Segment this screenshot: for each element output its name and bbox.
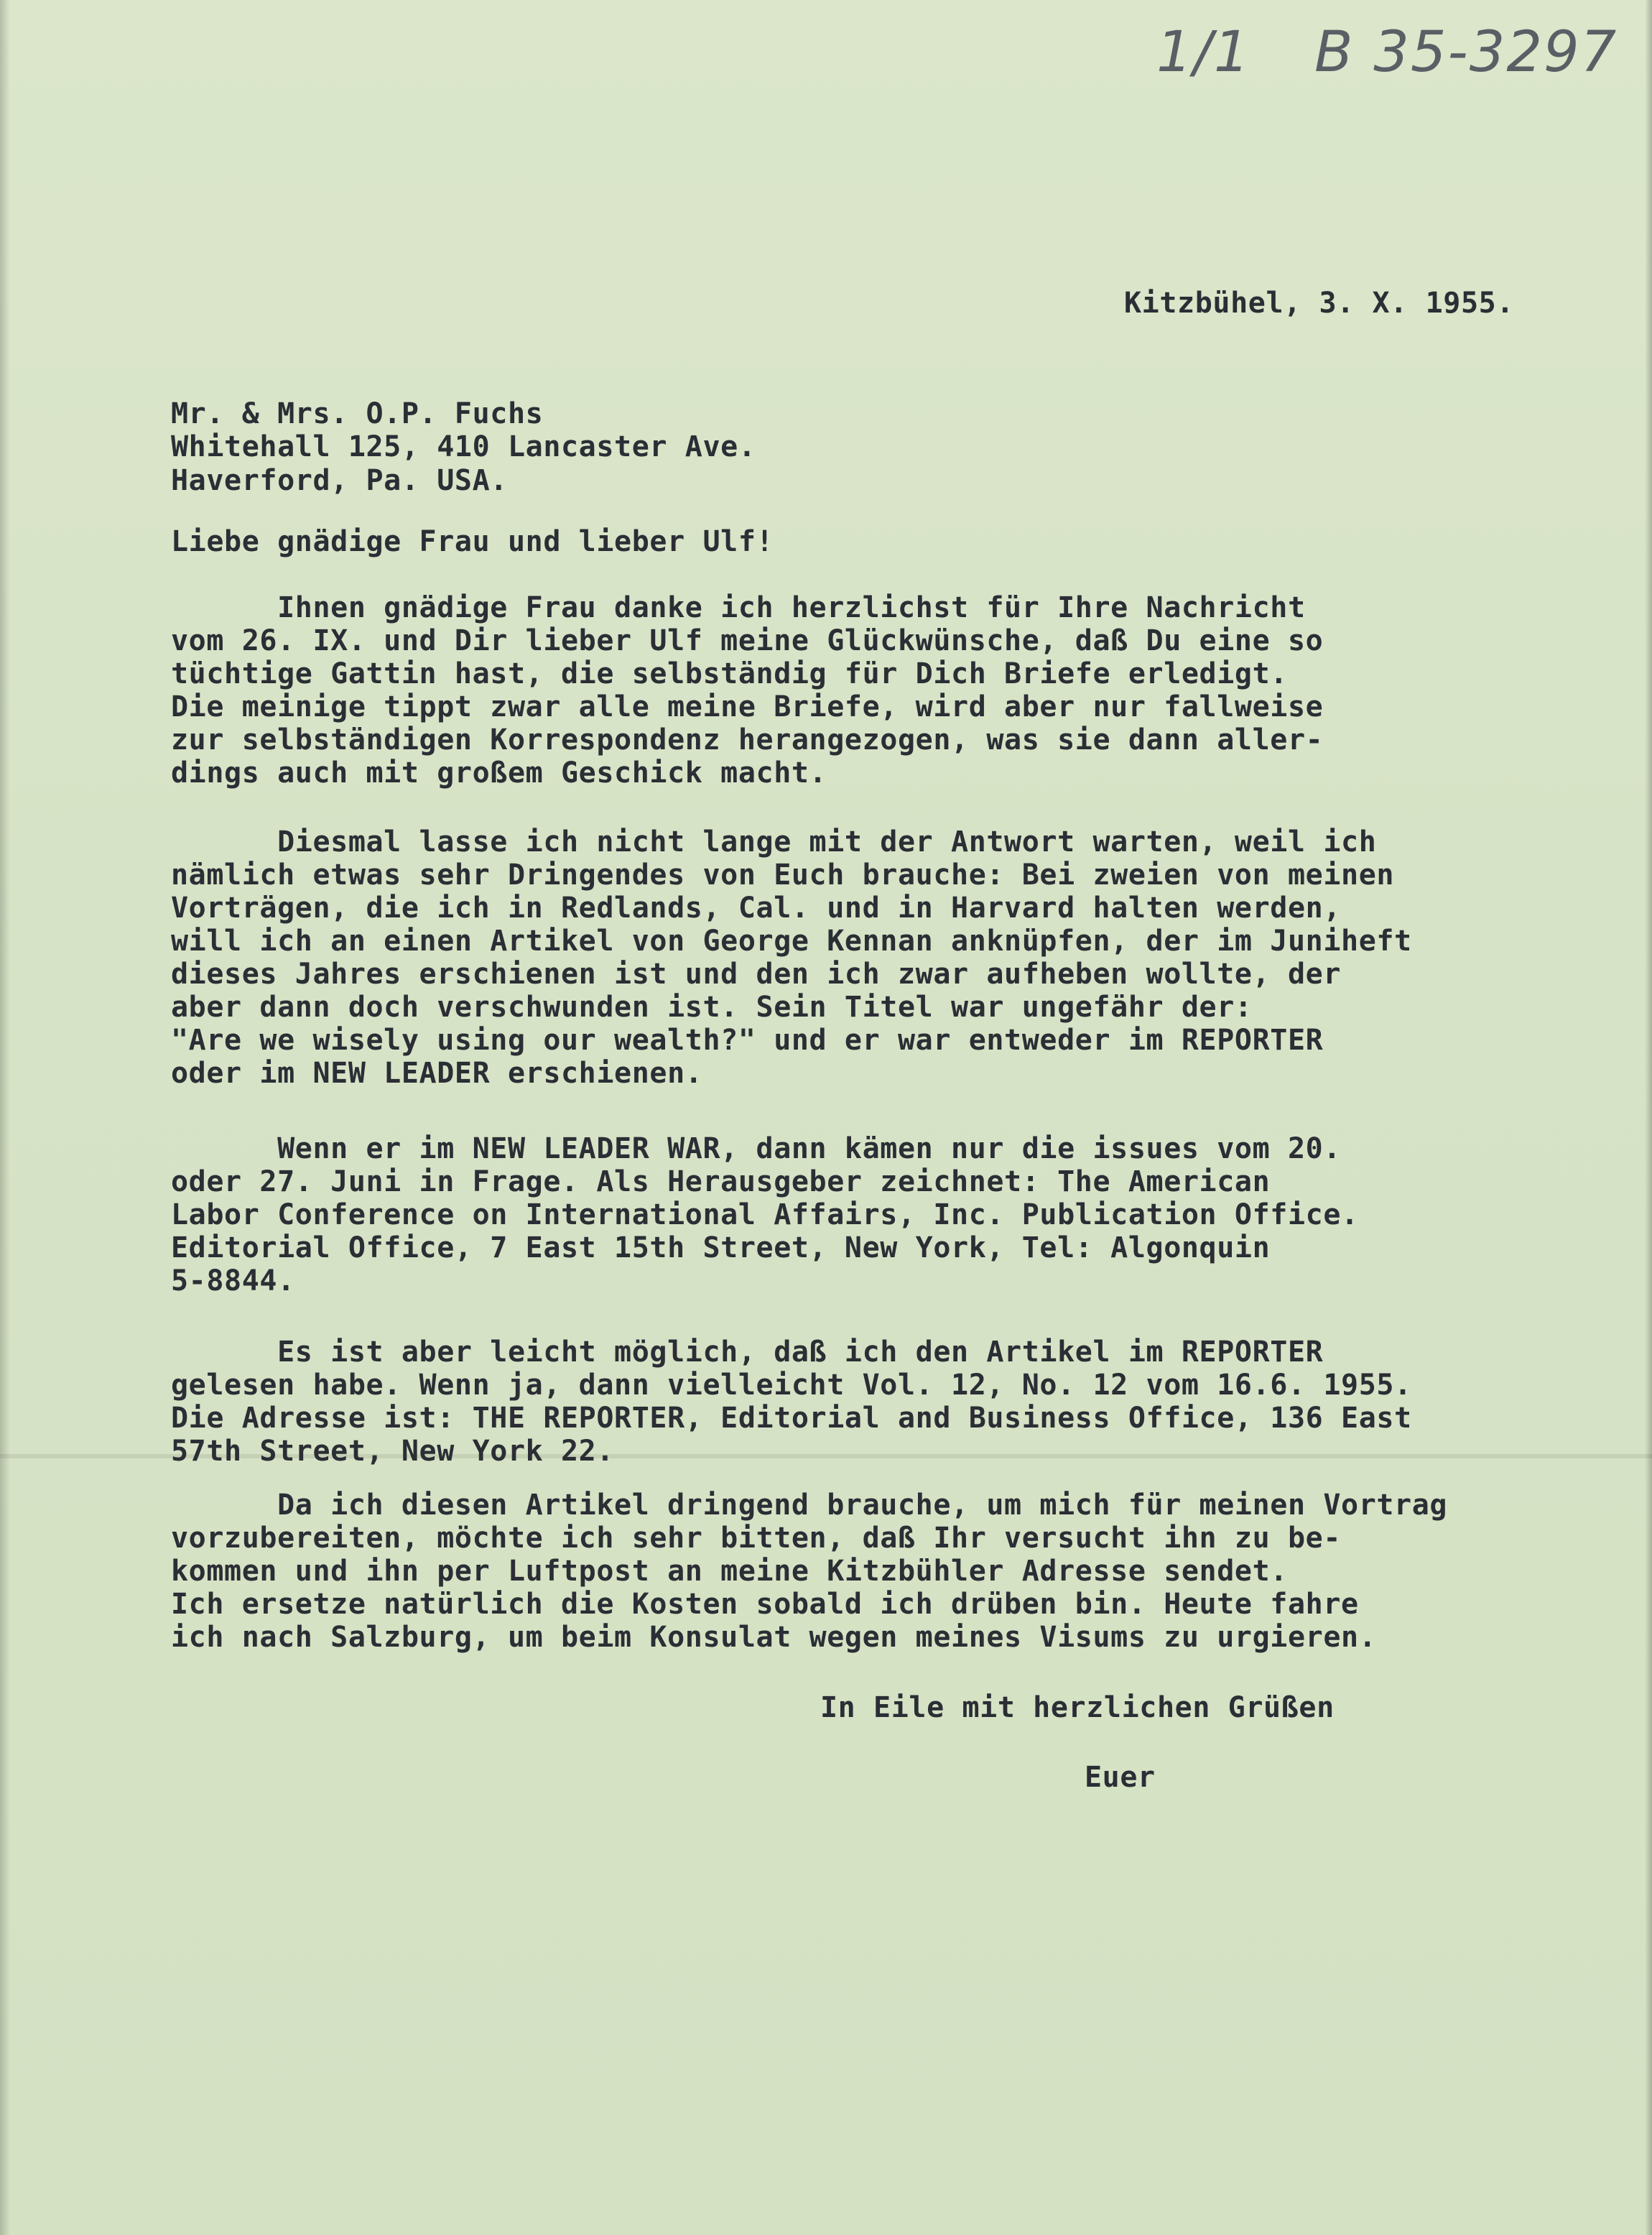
body-line: dings auch mit großem Geschick macht. xyxy=(171,756,827,790)
body-line: oder im NEW LEADER erschienen. xyxy=(171,1057,703,1090)
body-line: kommen und ihn per Luftpost an meine Kitzbühler Adresse sendet. xyxy=(171,1555,1288,1588)
address-line: Mr. & Mrs. O.P. Fuchs xyxy=(171,397,544,430)
archive-page-mark: 1/1 xyxy=(1156,20,1251,85)
signoff: Euer xyxy=(1085,1761,1156,1794)
address-line: Haverford, Pa. USA. xyxy=(171,464,508,497)
body-line: oder 27. Juni in Frage. Als Herausgeber zeichnet: The American xyxy=(171,1165,1271,1198)
body-line: Es ist aber leicht möglich, daß ich den Artikel im REPORTER xyxy=(171,1336,1324,1369)
letter-date: Kitzbühel, 3. X. 1955. xyxy=(1124,287,1515,320)
body-line: zur selbständigen Korrespondenz herangezogen, was sie dann aller- xyxy=(171,723,1324,756)
body-line: Wenn er im NEW LEADER WAR, dann kämen nur die issues vom 20. xyxy=(171,1132,1342,1165)
body-line: "Are we wisely using our wealth?" und er war entweder im REPORTER xyxy=(171,1024,1324,1057)
address-line: Whitehall 125, 410 Lancaster Ave. xyxy=(171,430,756,463)
body-line: Ich ersetze natürlich die Kosten sobald ich drüben bin. Heute fahre xyxy=(171,1588,1359,1621)
body-line: nämlich etwas sehr Dringendes von Euch brauche: Bei zweien von meinen xyxy=(171,859,1395,892)
page-edge-shadow xyxy=(1645,0,1652,2235)
closing-line: In Eile mit herzlichen Grüßen xyxy=(820,1691,1335,1724)
body-line: Diesmal lasse ich nicht lange mit der Antwort warten, weil ich xyxy=(171,825,1377,859)
body-line: Ihnen gnädige Frau danke ich herzlichst für Ihre Nachricht xyxy=(171,591,1306,624)
body-line: Die Adresse ist: THE REPORTER, Editorial and Business Office, 136 East xyxy=(171,1402,1412,1435)
body-line: Die meinige tippt zwar alle meine Briefe, wird aber nur fallweise xyxy=(171,690,1324,723)
salutation: Liebe gnädige Frau und lieber Ulf! xyxy=(171,525,774,558)
body-line: vorzubereiten, möchte ich sehr bitten, daß Ihr versucht ihn zu be- xyxy=(171,1522,1342,1555)
body-line: 57th Street, New York 22. xyxy=(171,1435,615,1468)
body-line: gelesen habe. Wenn ja, dann vielleicht Vol. 12, No. 12 vom 16.6. 1955. xyxy=(171,1369,1412,1402)
body-line: tüchtige Gattin hast, die selbständig für Dich Briefe erledigt. xyxy=(171,657,1288,690)
body-line: will ich an einen Artikel von George Kennan anknüpfen, der im Juniheft xyxy=(171,925,1412,958)
body-line: Da ich diesen Artikel dringend brauche, um mich für meinen Vortrag xyxy=(171,1489,1448,1522)
body-line: Vorträgen, die ich in Redlands, Cal. und in Harvard halten werden, xyxy=(171,892,1342,925)
body-line: vom 26. IX. und Dir lieber Ulf meine Glückwünsche, daß Du eine so xyxy=(171,624,1324,657)
body-line: dieses Jahres erschienen ist und den ich zwar aufheben wollte, der xyxy=(171,958,1342,991)
body-line: Editorial Office, 7 East 15th Street, New York, Tel: Algonquin xyxy=(171,1231,1271,1264)
archive-reference-mark: B 35-3297 xyxy=(1314,20,1618,85)
body-line: ich nach Salzburg, um beim Konsulat wegen meines Visums zu urgieren. xyxy=(171,1621,1377,1654)
body-line: Labor Conference on International Affairs, Inc. Publication Office. xyxy=(171,1198,1359,1231)
body-line: 5-8844. xyxy=(171,1264,295,1297)
body-line: aber dann doch verschwunden ist. Sein Titel war ungefähr der: xyxy=(171,991,1253,1024)
